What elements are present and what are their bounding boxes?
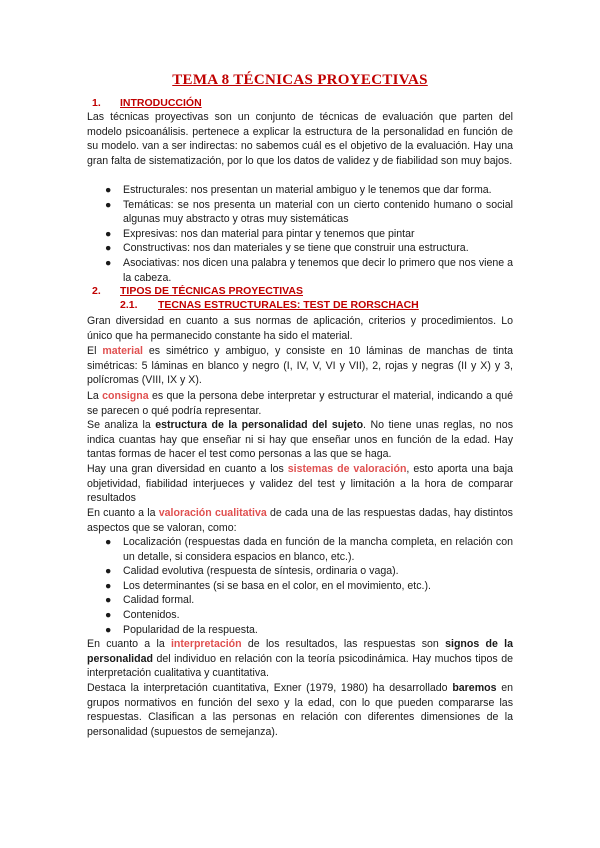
projective-types-list bbox=[105, 183, 513, 285]
list-item: ● Popularidad de la respuesta. bbox=[105, 623, 258, 636]
bullet-icon: ● bbox=[105, 536, 112, 548]
paragraph-consigna: La consigna es que la persona debe interpretar y estructurar el material, indicando a qué se parecen o qué podría representar. bbox=[87, 390, 513, 417]
keyword-material: material bbox=[102, 345, 143, 357]
assessment-aspects-list bbox=[105, 535, 513, 637]
list-item: ● Calidad evolutiva (respuesta de síntesis, ordinaria o vaga). bbox=[105, 565, 399, 578]
list-item: ● Temáticas: se nos presenta un material con un cierto contenido humano o social algunas muy abstracto y otras muy sistemáticas bbox=[105, 198, 513, 226]
keyword-valoracion-cualitativa: valoración cualitativa bbox=[158, 507, 267, 519]
list-item: ● Constructivas: nos dan materiales y se tiene que construir una estructura. bbox=[105, 242, 469, 255]
paragraph-sistemas: Hay una gran diversidad en cuanto a los sistemas de valoración, esto aporta una baja objetividad, fiabilidad interjueces y validez del test y limitación a la hora de comparar resultados bbox=[87, 463, 514, 505]
intro-paragraph: Las técnicas proyectivas son un conjunto de técnicas de evaluación que parten del modelo psicoanálisis. pertenece a explicar la estructura de la personalidad en función de su modelo. van a ser indirectas: no sabemos cuál es el objetivo de la evaluación. Hay una gran falta de sistematización, por lo que los datos de validez y de fiabilidad son muy bajos. bbox=[87, 111, 513, 167]
bullet-icon: ● bbox=[105, 227, 112, 240]
document-title: TEMA 8 TÉCNICAS PROYECTIVAS bbox=[172, 72, 428, 88]
keyword-signos-personalidad: signos de la personalidad bbox=[87, 638, 513, 665]
bullet-icon: ● bbox=[105, 198, 112, 211]
paragraph-interpretacion: En cuanto a la interpretación de los resultados, las respuestas son signos de la personalidad del individuo en relación con la teoría psicodinámica. Hay muchos tipos de interpretación cualitativa y cuantitativa. bbox=[87, 638, 513, 680]
list-item: ● Localización (respuestas dada en función de la mancha completa, en relación con un detalle, si considera espacios en blanco, etc.). bbox=[105, 536, 513, 563]
bullet-icon: ● bbox=[105, 242, 112, 255]
bullet-icon: ● bbox=[105, 256, 112, 269]
bullet-icon: ● bbox=[105, 623, 112, 636]
paragraph-valoracion: En cuanto a la valoración cualitativa de cada una de las respuestas dadas, hay distintos aspectos que se valoran, como: bbox=[87, 507, 513, 534]
section-label: TIPOS DE TÉCNICAS PROYECTIVAS bbox=[120, 285, 303, 297]
bullet-icon: ● bbox=[105, 579, 112, 592]
bullet-icon: ● bbox=[105, 184, 112, 196]
paragraph-estructura: Se analiza la estructura de la personalidad del sujeto. No tiene unas reglas, no nos indica cuantas hay que enseñar ni si hay que enseñar unos en función de la edad. Hay tantas formas de hacer el test como personas a las que se haga. bbox=[87, 419, 513, 461]
bullet-icon: ● bbox=[105, 608, 112, 621]
list-item: ● Asociativas: nos dicen una palabra y tenemos que decir lo primero que nos viene a la cabeza. bbox=[105, 256, 513, 284]
list-item: ● Expresivas: nos dan material para pintar y tenemos que pintar bbox=[105, 227, 415, 240]
list-item: ● Los determinantes (si se basa en el color, en el movimiento, etc.). bbox=[105, 579, 431, 592]
section-number: 1. bbox=[92, 97, 101, 109]
subsection-label: TECNAS ESTRUCTURALES: TEST DE RORSCHACH bbox=[158, 299, 419, 311]
bullet-icon: ● bbox=[105, 565, 112, 578]
paragraph-exner: Destaca la interpretación cuantitativa, Exner (1979, 1980) ha desarrollado baremos en grupos normativos en función del sexo y la edad, con lo que pueden compararse las respuestas. Clasifican a las personas en relación con diferentes dimensiones de la personalidad (supuestos de semejanza). bbox=[87, 682, 513, 738]
bullet-icon: ● bbox=[105, 594, 112, 607]
paragraph-diversidad: Gran diversidad en cuanto a sus normas de aplicación, criterios y procedimientos. Lo único que ha permanecido constante ha sido el material. bbox=[87, 315, 513, 342]
list-item: ● Contenidos. bbox=[105, 608, 180, 621]
section-label: INTRODUCCIÓN bbox=[120, 97, 202, 109]
keyword-sistemas-valoracion: sistemas de valoración bbox=[287, 463, 407, 475]
keyword-interpretacion: interpretación bbox=[170, 638, 242, 650]
list-item: ● Estructurales: nos presentan un material ambiguo y le tenemos que dar forma. bbox=[105, 184, 492, 196]
keyword-consigna: consigna bbox=[102, 390, 149, 402]
keyword-baremos: baremos bbox=[452, 682, 497, 694]
section-number: 2. bbox=[92, 285, 101, 297]
subsection-number: 2.1. bbox=[120, 299, 138, 311]
keyword-estructura: estructura de la personalidad del sujeto bbox=[155, 419, 364, 431]
list-item: ● Calidad formal. bbox=[105, 594, 195, 607]
paragraph-material: El material es simétrico y ambiguo, y consiste en 10 láminas de manchas de tinta simétricas: 5 láminas en blanco y negro (I, IV, V, VI y VII), 2, rojas y negras (II y X) y 3, polícromas (VIII, IX y X). bbox=[87, 345, 513, 387]
